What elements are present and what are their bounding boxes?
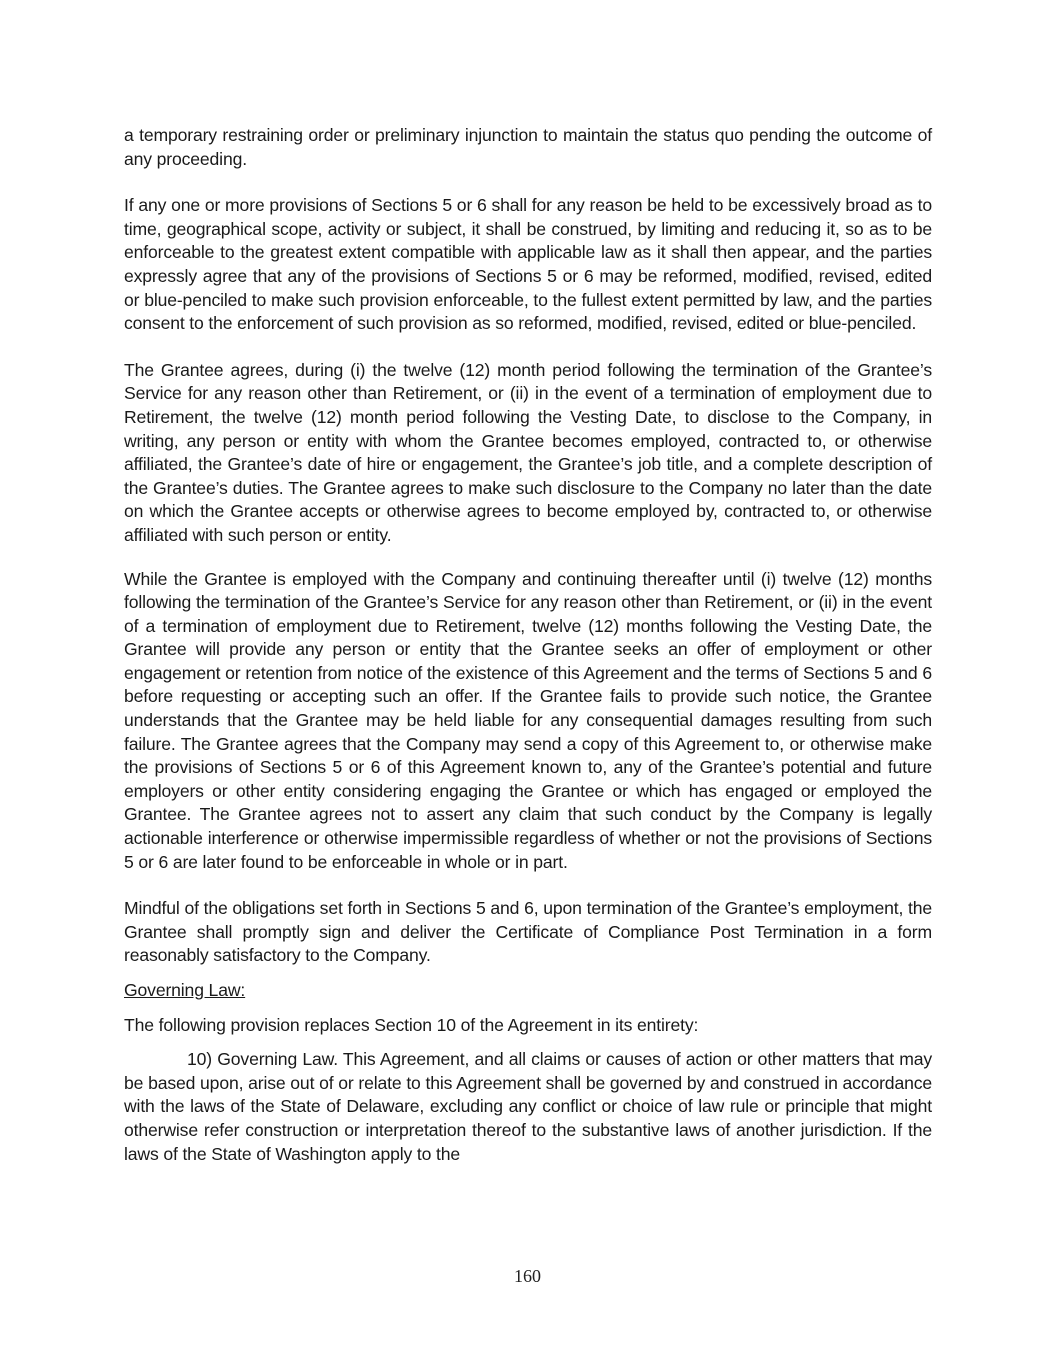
paragraph-notice-to-employers: While the Grantee is employed with the Company and continuing thereafter until (i) twelve (12) months following the termination of the Grantee’s Service for any reason other than Retirement, or (ii) in the event of a termination of employment due to Retirement, twelve (12) months following the Vesting Date, the Grantee will provide any person or entity that the Grantee seeks an offer of employment or other engagement or retention from notice of the existence of this Agreement and the terms of Sections 5 and 6 before requesting or accepting such an offer. If the Grantee fails to provide such notice, the Grantee understands that the Grantee may be held liable for any consequential damages resulting from such failure. The Grantee agrees that the Company may send a copy of this Agreement to, or otherwise make the provisions of Sections 5 or 6 of this Agreement known to, any of the Grantee’s potential and future employers or other entity considering engaging the Grantee or which has engaged or employed the Grantee. The Grantee agrees not to assert any claim that such conduct by the Company is legally actionable interference or otherwise impermissible regardless of whether or not the provisions of Sections 5 or 6 are later found to be enforceable in whole or in part. xyxy=(124,568,932,872)
paragraph-certificate-of-compliance: Mindful of the obligations set forth in Sections 5 and 6, upon termination of the Grantee’s employment, the Grantee shall promptly sign and deliver the Certificate of Compliance Post Termination in a form reasonably satisfactory to the Company. xyxy=(124,898,932,966)
paragraph-disclosure-obligation: The Grantee agrees, during (i) the twelve (12) month period following the termination of the Grantee’s Service for any reason other than Retirement, or (ii) in the event of a termination of employment due to Retirement, the twelve (12) month period following the Vesting Date, to disclose to the Company, in writing, any person or entity with whom the Grantee becomes employed, contracted to, or otherwise affiliated, the Grantee’s date of hire or engagement, the Grantee’s job title, and a complete description of the Grantee’s duties. The Grantee agrees to make such disclosure to the Company no later than the date on which the Grantee accepts or otherwise agrees to become employed by, contracted to, or otherwise affiliated with such person or entity. xyxy=(124,359,932,545)
paragraph-severability: If any one or more provisions of Sections 5 or 6 shall for any reason be held to be excessively broad as to time, geographical scope, activity or subject, it shall be construed, by limiting and reducing it, so as to be enforceable to the greatest extent compatible with applicable law as it shall then appear, and the parties expressly agree that any of the provisions of Sections 5 or 6 may be reformed, modified, revised, edited or blue-penciled to make such provision enforceable, to the fullest extent permitted by law, and the parties consent to the enforcement of such provision as so reformed, modified, revised, edited or blue-penciled. xyxy=(124,195,932,334)
paragraph-governing-law-provision: 10) Governing Law. This Agreement, and all claims or causes of action or other matters that may be based upon, arise out of or relate to this Agreement shall be governed by and construed in accordance with the laws of the State of Delaware, excluding any conflict or choice of law rule or principle that might otherwise refer construction or interpretation thereof to the substantive laws of another jurisdiction. If the laws of the State of Washington apply to the xyxy=(124,1049,932,1164)
paragraph-injunction-continuation: a temporary restraining order or preliminary injunction to maintain the status quo pending the outcome of any proceeding. xyxy=(124,125,932,169)
document-page xyxy=(124,124,932,1166)
page-number: 160 xyxy=(514,1266,541,1286)
paragraph-replacement-intro: The following provision replaces Section 10 of the Agreement in its entirety: xyxy=(124,1014,699,1035)
section-heading-governing-law: Governing Law: xyxy=(124,980,246,1000)
